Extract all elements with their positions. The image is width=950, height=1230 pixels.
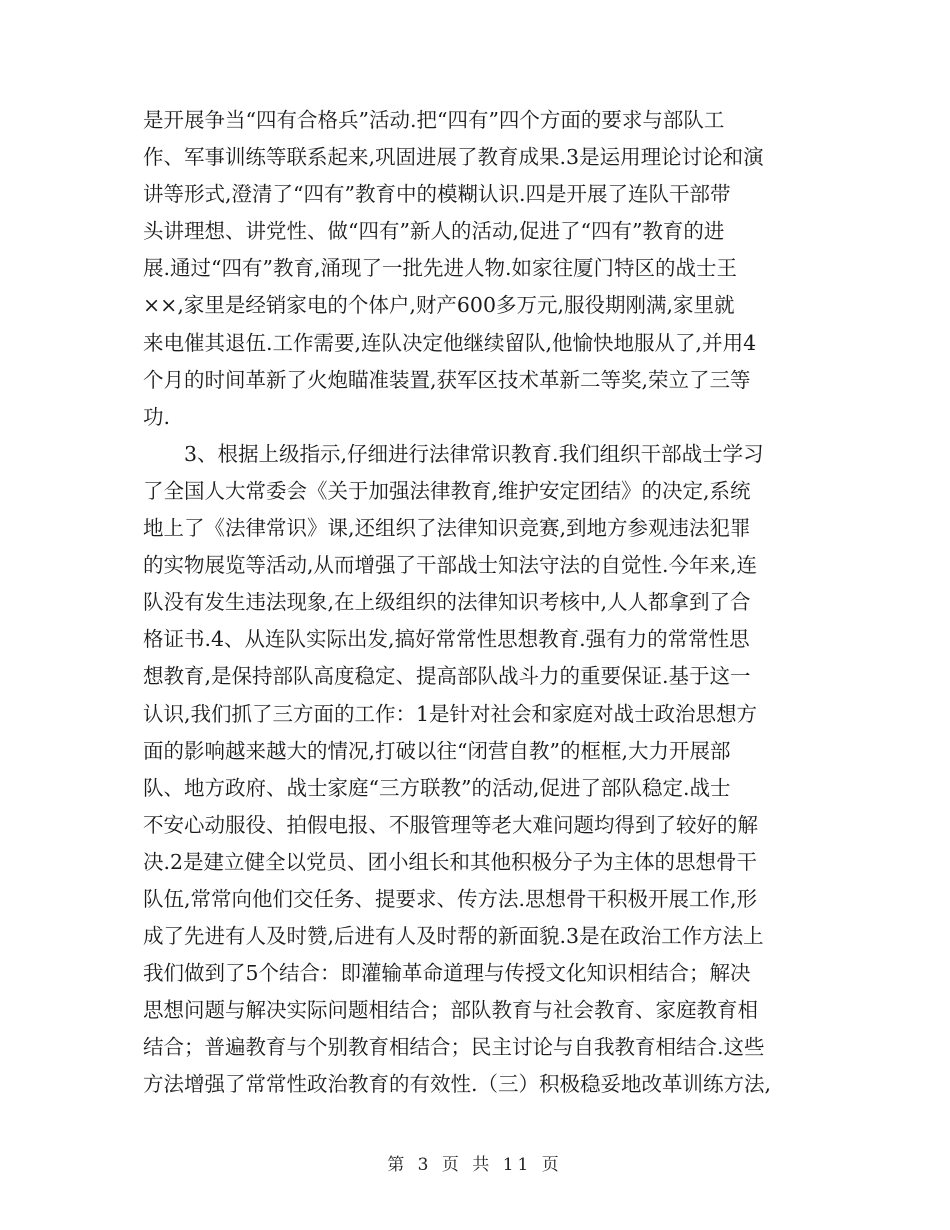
text-line: 面的影响越来越大的情况,打破以往“闭营自教”的框框,大力开展部 — [143, 738, 731, 763]
text-line: 功. — [143, 404, 171, 429]
text-line: 3、根据上级指示,仔细进行法律常识教育.我们组织干部战士学习 — [143, 441, 764, 466]
text-line: 思想问题与解决实际问题相结合；部队教育与社会教育、家庭教育相 — [143, 998, 758, 1023]
text-line: 想教育,是保持部队高度稳定、提高部队战斗力的重要保证.基于这一 — [143, 664, 751, 689]
text-line: 队没有发生违法现象,在上级组织的法律知识考核中,人人都拿到了合 — [143, 590, 751, 615]
page-number-footer: 第 3 页 共 11 页 — [387, 1155, 563, 1175]
text-line: 决.2是建立健全以党员、团小组长和其他积极分子为主体的思想骨干 — [143, 849, 758, 874]
text-line: 头讲理想、讲党性、做“四有”新人的活动,促进了“四有”教育的进 — [143, 219, 725, 244]
text-line: 成了先进有人及时赞,后进有人及时帮的新面貌.3是在政治工作方法上 — [143, 924, 764, 949]
text-line: 作、军事训练等联系起来,巩固进展了教育成果.3是运用理论讨论和演 — [143, 145, 764, 170]
text-line: 是开展争当“四有合格兵”活动.把“四有”四个方面的要求与部队工 — [143, 108, 725, 132]
text-line: 我们做到了5个结合：即灌输革命道理与传授文化知识相结合；解决 — [143, 961, 751, 986]
text-line: ××,家里是经销家电的个体户,财产600多万元,服役期刚满,家里就 — [143, 293, 735, 318]
text-line: 队伍,常常向他们交任务、提要求、传方法.思想骨干积极开展工作,形 — [143, 886, 758, 911]
text-line: 结合；普遍教育与个别教育相结合；民主讨论与自我教育相结合.这些 — [143, 1035, 765, 1060]
text-line: 个月的时间革新了火炮瞄准装置,获军区技术革新二等奖,荣立了三等 — [143, 367, 751, 392]
text-line: 队、地方政府、战士家庭“三方联教”的活动,促进了部队稳定.战士 — [143, 775, 731, 800]
text-line: 来电催其退伍.工作需要,连队决定他继续留队,他愉快地服从了,并用4 — [143, 330, 757, 355]
text-line: 了全国人大常委会《关于加强法律教育,维护安定团结》的决定,系统 — [143, 478, 751, 503]
text-line: 不安心动服役、拍假电报、不服管理等老大难问题均得到了较好的解 — [143, 812, 758, 837]
text-line: 展.通过“四有”教育,涌现了一批先进人物.如家往厦门特区的战士王 — [143, 256, 738, 281]
text-line: 认识,我们抓了三方面的工作：1是针对社会和家庭对战士政治思想方 — [143, 701, 758, 726]
text-line: 的实物展览等活动,从而增强了干部战士知法守法的自觉性.今年来,连 — [143, 553, 758, 578]
text-line: 格证书.4、从连队实际出发,搞好常常性思想教育.强有力的常常性思 — [143, 627, 750, 652]
text-line: 地上了《法律常识》课,还组织了法律知识竞赛,到地方参观违法犯罪 — [143, 516, 751, 541]
text-line: 讲等形式,澄清了“四有”教育中的模糊认识.四是开展了连队干部带 — [143, 182, 731, 207]
text-line: 方法增强了常常性政治教育的有效性.（三）积极稳妥地改革训练方法, — [143, 1072, 772, 1097]
body-text — [143, 102, 813, 1104]
